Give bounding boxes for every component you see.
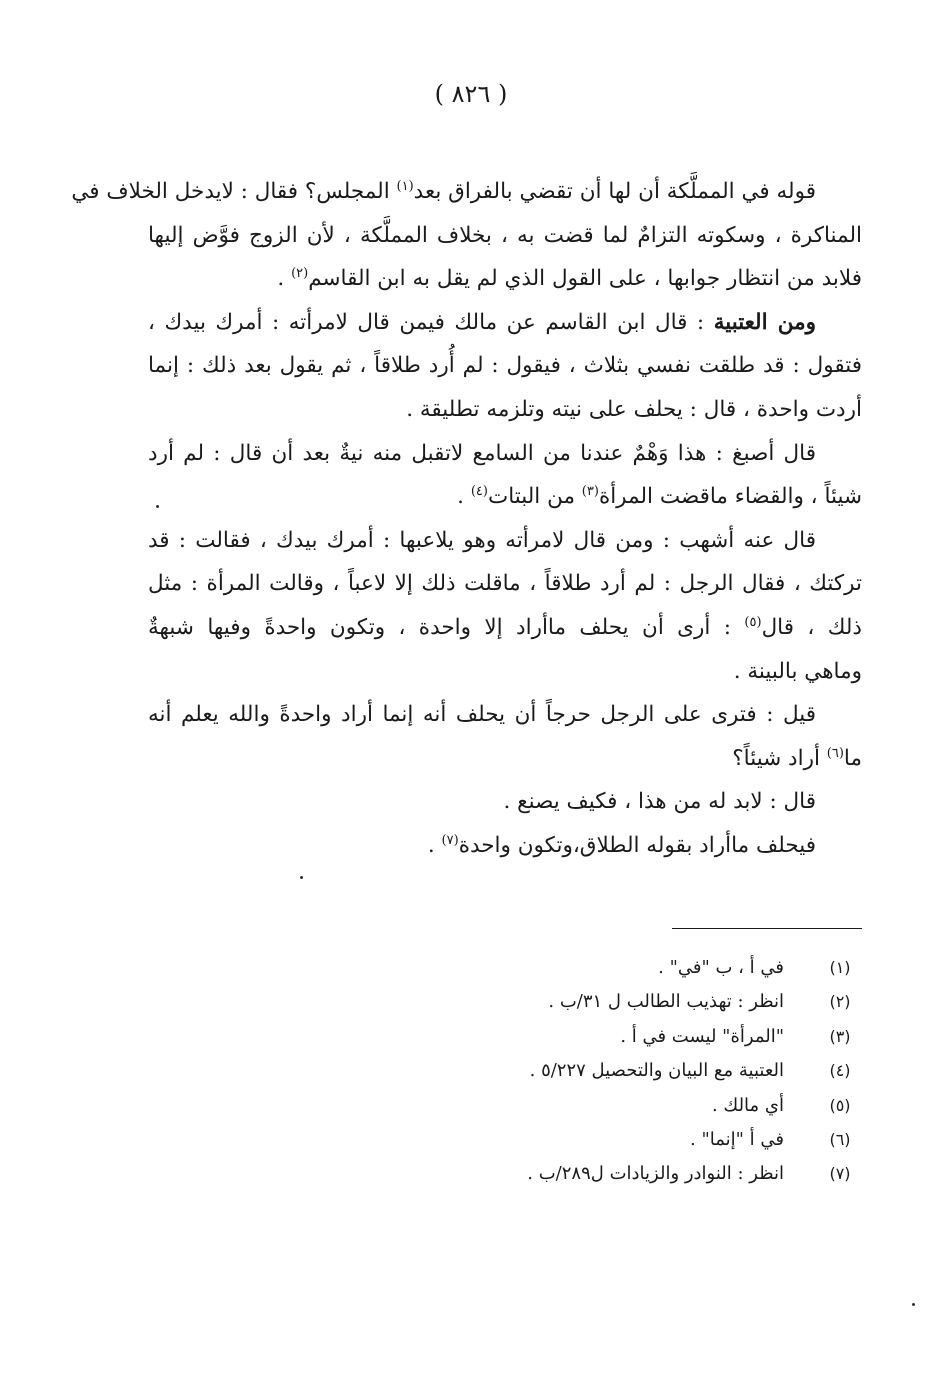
footnote-number: (٧) [829,1164,851,1184]
text-segment: فلابد من انتظار جوابها ، على القول الذي لم يقل به ابن القاسم [308,266,862,292]
footnote-text: "المرأة" ليست في أ . [620,1025,784,1047]
footnote-item [148,1157,862,1191]
footnote-text: في أ ، ب "في" . [658,957,784,978]
text-segment: فيحلف ماأراد بقوله الطلاق،وتكون واحدة [458,832,816,858]
text-segment: وماهي بالبينة . [733,658,862,684]
footnote-ref: (٥) [744,614,762,630]
text-segment: قوله في المملَّكة أن لها أن تقضي بالفراق بعد [413,179,816,204]
scan-speck [300,876,303,879]
text-segment: شيئاً ، والقضاء ماقضت المرأة [598,484,862,510]
footnote-number: (٣) [829,1026,851,1046]
text-segment: فتقول : قد طلقت نفسي بثلاث ، فيقول : لم أُرد طلاقاً ، ثم يقول بعد ذلك : إنما [148,353,862,379]
footnote-text: أي مالك . [711,1094,784,1116]
footnotes [148,951,862,1192]
text-line [71,170,862,214]
footnote-ref: (٧) [441,832,459,848]
text-segment: . [427,832,442,858]
footnote-item [148,1089,862,1123]
scan-speck [156,505,159,508]
text-line [148,693,862,737]
page-number: ( ٨٢٦ ) [434,80,508,108]
footnote-text: انظر : النوادر والزيادات ل٢٨٩/ب . [527,1163,784,1185]
text-line [148,432,862,476]
text-line [148,824,862,868]
section-heading: ومن العتبية [713,309,816,335]
text-segment: : قال ابن القاسم عن مالك فيمن قال لامرأته : أمرك بيدك ، [148,309,714,335]
footnote-number: (٥) [829,1095,851,1115]
footnote-number: (٤) [829,1061,851,1081]
text-segment: المناكرة ، وسكوته التزامٌ لما قضت به ، بخلاف المملَّكة ، لأن الزوج فوَّض إليها [148,222,862,248]
text-segment: قال : لابد له من هذا ، فكيف يصنع . [503,789,816,815]
text-segment: ذلك ، قال [761,614,862,640]
footnote-separator [672,928,862,929]
footnote-ref: (١) [396,178,414,194]
footnote-item [148,1054,862,1088]
text-segment: قال عنه أشهب : ومن قال لامرأته وهو يلاعبها : أمرك بيدك ، فقالت : قد [148,527,816,553]
footnote-number: (٢) [829,992,851,1012]
text-line [148,737,862,781]
text-line [148,780,862,824]
text-line [148,388,862,432]
text-line [148,344,862,388]
footnote-text: العتبية مع البيان والتحصيل ٥/٢٢٧ . [529,1060,784,1082]
text-segment: قيل : فترى على الرجل حرجاً أن يحلف أنه إنما أراد واحدةً والله يعلم أنه [148,702,816,728]
text-segment: : أرى أن يحلف ماأراد إلا واحدة ، وتكون واحدةً وفيها شبهةٌ [148,614,745,640]
scan-speck [912,1303,915,1306]
text-segment: تركتك ، فقال الرجل : لم أرد طلاقاً ، ماقلت ذلك إلا لاعباً ، وقالت المرأة : مثل [148,571,862,597]
text-segment: . [277,266,292,292]
footnote-text: انظر : تهذيب الطالب ل ٣١/ب . [548,991,784,1013]
footnote-ref: (٢) [291,266,309,282]
text-line [148,519,862,563]
footnote-item [148,951,862,985]
footnote-text: في أ "إنما" . [690,1128,784,1150]
footnote-item [148,985,862,1019]
text-segment: أراد شيئاً؟ [732,745,827,771]
footnote-ref: (٣) [581,484,599,499]
text-line [148,606,862,650]
footnote-number: (٦) [829,1129,851,1149]
text-segment: قال أصبغ : هذا وَهْمٌ عندنا من السامع لاتقبل منه نيةٌ بعد أن قال : لم أرد [148,440,816,466]
text-line [148,475,862,519]
text-segment: المجلس؟ فقال : لايدخل الخلاف في [71,179,397,204]
text-segment: أردت واحدة ، قال : يحلف على نيته وتلزمه تطليقة . [406,396,862,422]
main-text [71,170,862,868]
text-line [148,650,862,694]
text-line [148,301,862,345]
footnote-item [148,1020,862,1054]
text-segment: ما [843,745,862,771]
text-segment: . [457,484,471,510]
footnote-ref: (٤) [470,484,488,499]
footnote-ref: (٦) [826,745,844,761]
text-line [148,257,862,301]
footnote-item [148,1123,862,1157]
text-line [148,214,862,258]
text-segment: من البتات [487,484,582,510]
text-line [148,562,862,606]
footnote-number: (١) [829,958,851,977]
